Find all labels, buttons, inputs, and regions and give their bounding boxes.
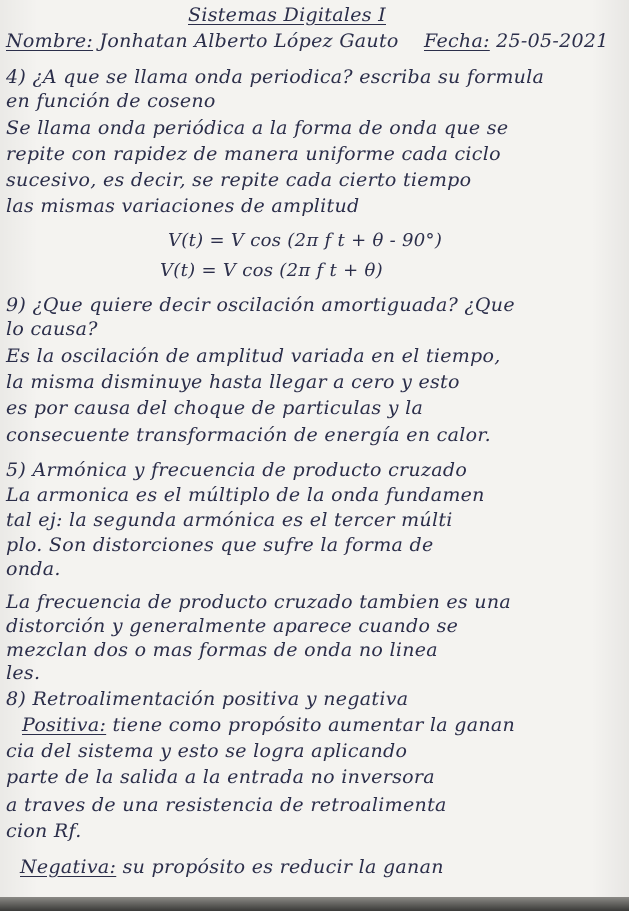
table-edge [0, 897, 629, 911]
negative-text: su propósito es reducir la ganan [116, 856, 444, 878]
q4-answer-line: sucesivo, es decir, se repite cada cierto tiempo [6, 169, 472, 191]
positive-label: Positiva: [22, 714, 107, 736]
q5-answer-line: La frecuencia de producto cruzado tambien es una [6, 591, 511, 613]
negative-label: Negativa: [20, 856, 117, 878]
q4-answer-line: las mismas variaciones de amplitud [6, 195, 360, 217]
positive-text: tiene como propósito aumentar la ganan [106, 714, 516, 736]
q8-question: 8) Retroalimentación positiva y negativa [6, 688, 409, 710]
q5-question: 5) Armónica y frecuencia de producto cruzado [6, 459, 468, 481]
q8-positive-line: parte de la salida a la entrada no inversora [6, 766, 435, 788]
date-line [424, 30, 609, 52]
name-label: Nombre: [6, 30, 94, 52]
q8-positive-line: cia del sistema y esto se logra aplicando [6, 740, 408, 762]
q4-answer-line: repite con rapidez de manera uniforme cada ciclo [6, 143, 501, 165]
q4-formula-2: V(t) = V cos (2π f t + θ) [160, 260, 383, 281]
q8-positive-line: cion Rf. [6, 820, 82, 842]
page-title: Sistemas Digitales I [188, 4, 386, 26]
student-name-line [6, 30, 399, 52]
q5-answer-line: tal ej: la segunda armónica es el tercer múlti [6, 509, 453, 531]
q9-answer-line: Es la oscilación de amplitud variada en el tiempo, [6, 345, 501, 367]
name-value: Jonhatan Alberto López Gauto [99, 30, 399, 52]
q5-answer-line: les. [6, 662, 41, 684]
q4-formula-1: V(t) = V cos (2π f t + θ - 90°) [168, 230, 443, 251]
date-label: Fecha: [424, 30, 490, 52]
q4-answer-line: Se llama onda periódica a la forma de onda que se [6, 117, 509, 139]
q8-positive-line [22, 714, 515, 736]
q5-answer-line: onda. [6, 558, 61, 580]
q9-answer-line: es por causa del choque de particulas y la [6, 397, 424, 419]
date-value: 25-05-2021 [496, 30, 609, 52]
q9-question-line-2: lo causa? [6, 318, 98, 340]
q4-question-line-1: 4) ¿A que se llama onda periodica? escriba su formula [6, 66, 545, 88]
q9-answer-line: la misma disminuye hasta llegar a cero y esto [6, 371, 460, 393]
q9-answer-line: consecuente transformación de energía en calor. [6, 424, 491, 446]
q5-answer-line: distorción y generalmente aparece cuando se [6, 615, 459, 637]
q5-answer-line: plo. Son distorciones que sufre la forma de [6, 534, 434, 556]
q5-answer-line: mezclan dos o mas formas de onda no linea [6, 639, 438, 661]
q8-negative-line [20, 856, 444, 878]
q8-positive-line: a traves de una resistencia de retroalimenta [6, 794, 447, 816]
q5-answer-line: La armonica es el múltiplo de la onda fundamen [6, 484, 485, 506]
q9-question-line-1: 9) ¿Que quiere decir oscilación amortiguada? ¿Que [6, 294, 515, 316]
q4-question-line-2: en función de coseno [6, 90, 216, 112]
